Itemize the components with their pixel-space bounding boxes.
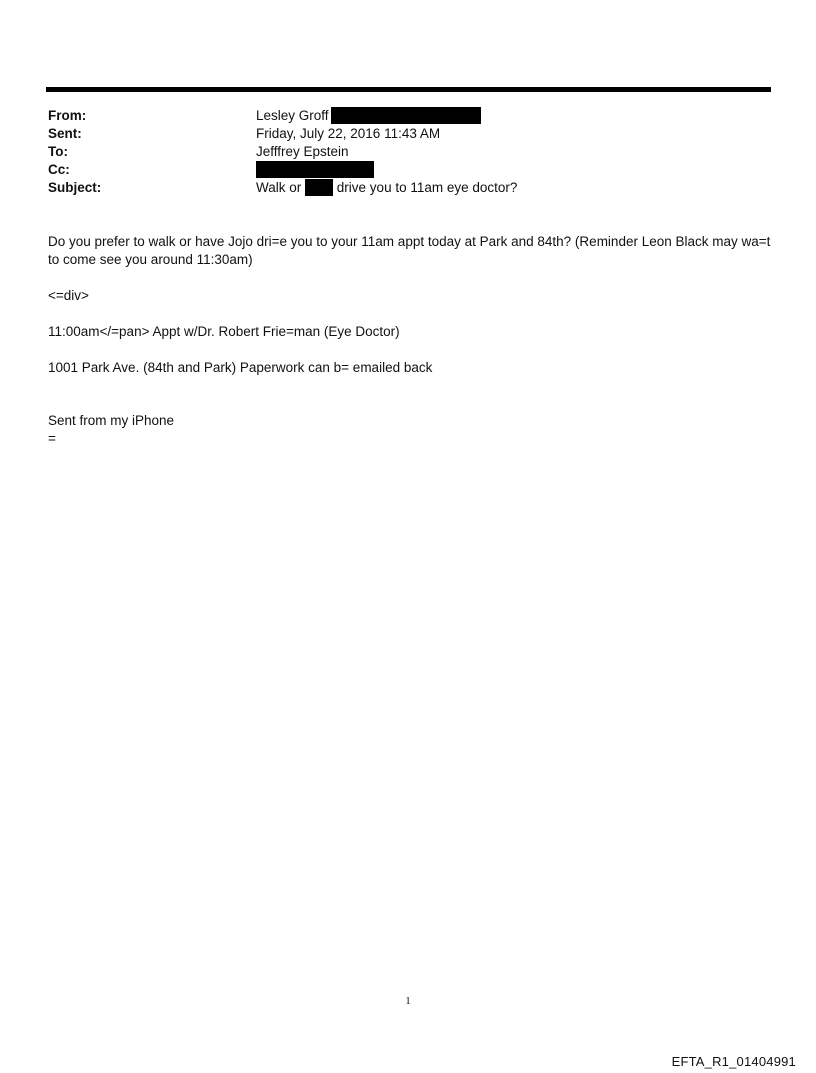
subject-text-before: Walk or [256,180,302,195]
sent-label: Sent: [48,126,82,141]
from-value [256,107,481,125]
body-paragraph: 11:00am</=pan> Appt w/Dr. Robert Frie=man (Eye Doctor) [48,324,400,339]
subject-value [256,179,517,197]
subject-text-after: drive you to 11am eye doctor? [336,180,518,195]
subject-label: Subject: [48,180,102,195]
sent-value: Friday, July 22, 2016 11:43 AM [256,126,441,141]
from-name: Lesley Groff [256,108,329,123]
from-label: From: [48,108,87,123]
cc-label: Cc: [48,162,70,177]
from-row [48,107,768,125]
redaction-block [331,107,481,124]
body-paragraph: Do you prefer to walk or have Jojo dri=e you to your 11am appt today at Park and 84th? (Reminder Leon Black may wa=t to come see you around 11:30am) [48,234,771,267]
email-header [48,107,768,197]
redaction-block [256,161,374,178]
cc-value [256,161,374,179]
signature: Sent from my iPhone [48,413,175,428]
document-id: EFTA_R1_01404991 [671,1054,796,1069]
to-label: To: [48,144,68,159]
page-number: 1 [405,995,411,1007]
to-value: Jefffrey Epstein [256,144,349,159]
email-body [48,233,773,448]
trailing-character: = [48,431,56,446]
body-paragraph: 1001 Park Ave. (84th and Park) Paperwork can b= emailed back [48,360,433,375]
redaction-block [305,179,333,196]
body-paragraph: <=div> [48,288,89,303]
header-divider [46,87,771,92]
subject-row [48,179,768,197]
cc-row [48,161,768,179]
to-row [48,143,768,161]
sent-row [48,125,768,143]
